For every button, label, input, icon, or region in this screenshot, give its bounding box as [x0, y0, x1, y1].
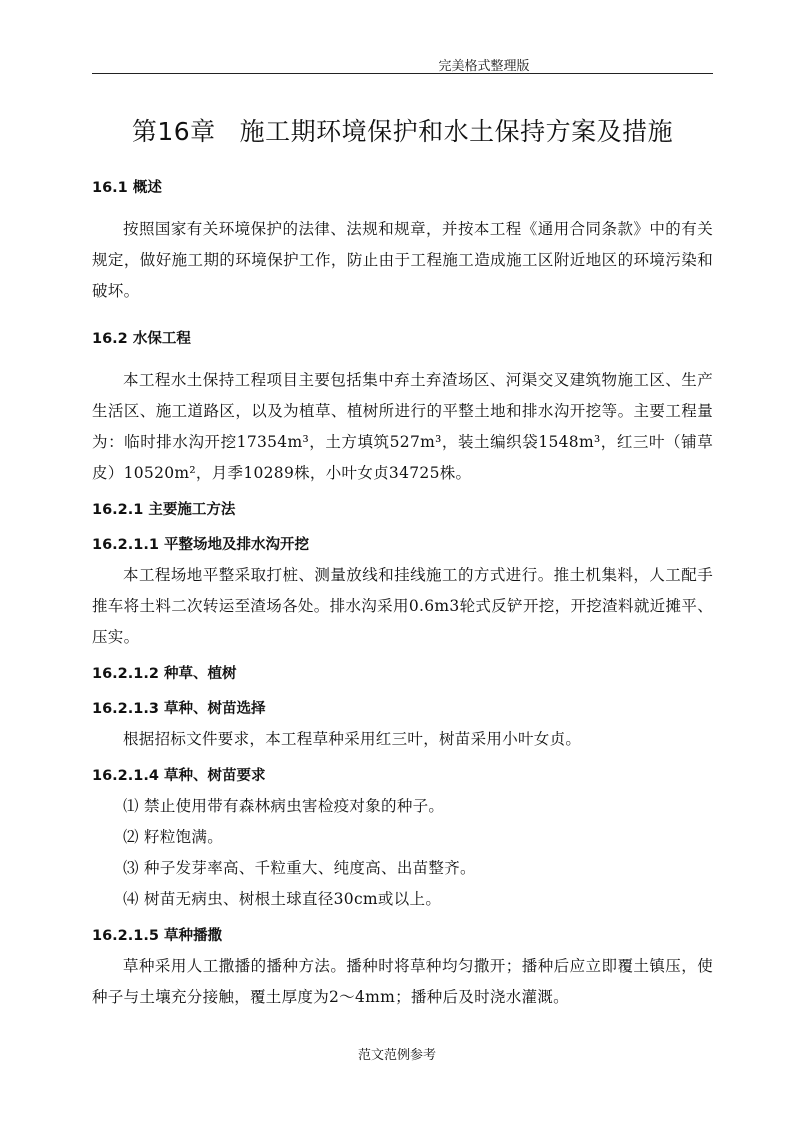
chapter-title-text: 施工期环境保护和水土保持方案及措施 — [239, 117, 674, 146]
subsection-heading: 16.2.1.5 草种播撒 — [92, 928, 223, 944]
header-divider — [92, 73, 713, 74]
section-heading: 16.1 概述 — [92, 180, 162, 196]
chapter-number: 第16章 — [131, 117, 216, 146]
list-item: ⑷ 树苗无病虫、树根土球直径30cm或以上。 — [123, 890, 442, 908]
list-item: ⑶ 种子发芽率高、千粒重大、纯度高、出苗整齐。 — [123, 859, 476, 877]
paragraph: 本工程水土保持工程项目主要包括集中弃土弃渣场区、河渠交叉建筑物施工区、生产生活区、施工道路区，以及为植草、植树所进行的平整土地和排水沟开挖等。主要工程量为：临时排水沟开挖17354m³，土方填筑527m³，装土编织袋1548m³，红三叶（铺草皮）10520m²，月季10289株，小叶女贞34725株。 — [92, 371, 713, 482]
subsection-heading: 16.2.1.1 平整场地及排水沟开挖 — [92, 537, 310, 553]
section-heading: 16.2 水保工程 — [92, 331, 191, 347]
subsection-heading: 16.2.1.3 草种、树苗选择 — [92, 701, 266, 717]
paragraph: 本工程场地平整采取打桩、测量放线和挂线施工的方式进行。推土机集料，人工配手推车将土料二次转运至渣场各处。排水沟采用0.6m3轮式反铲开挖，开挖渣料就近摊平、压实。 — [92, 566, 713, 646]
requirements-list — [92, 791, 713, 915]
paragraph: 草种采用人工撒播的播种方法。播种时将草种均匀撒开；播种后应立即覆土镇压，使种子与土壤充分接触，覆土厚度为2～4mm；播种后及时浇水灌溉。 — [92, 957, 713, 1006]
paragraph: 根据招标文件要求，本工程草种采用红三叶，树苗采用小叶女贞。 — [123, 730, 582, 748]
list-item: ⑵ 籽粒饱满。 — [123, 828, 224, 846]
document-body — [92, 170, 713, 1013]
subsection-heading: 16.2.1.4 草种、树苗要求 — [92, 768, 266, 784]
list-item: ⑴ 禁止使用带有森林病虫害检疫对象的种子。 — [123, 797, 445, 815]
paragraph: 按照国家有关环境保护的法律、法规和规章，并按本工程《通用合同条款》中的有关规定，做好施工期的环境保护工作，防止由于工程施工造成施工区附近地区的环境污染和破坏。 — [92, 220, 713, 300]
page-header: 完美格式整理版 — [438, 59, 530, 74]
chapter-title — [92, 112, 713, 148]
subsection-heading: 16.2.1.2 种草、植树 — [92, 666, 237, 682]
page-footer: 范文范例参考 — [357, 1048, 436, 1063]
subsection-heading: 16.2.1 主要施工方法 — [92, 502, 236, 518]
